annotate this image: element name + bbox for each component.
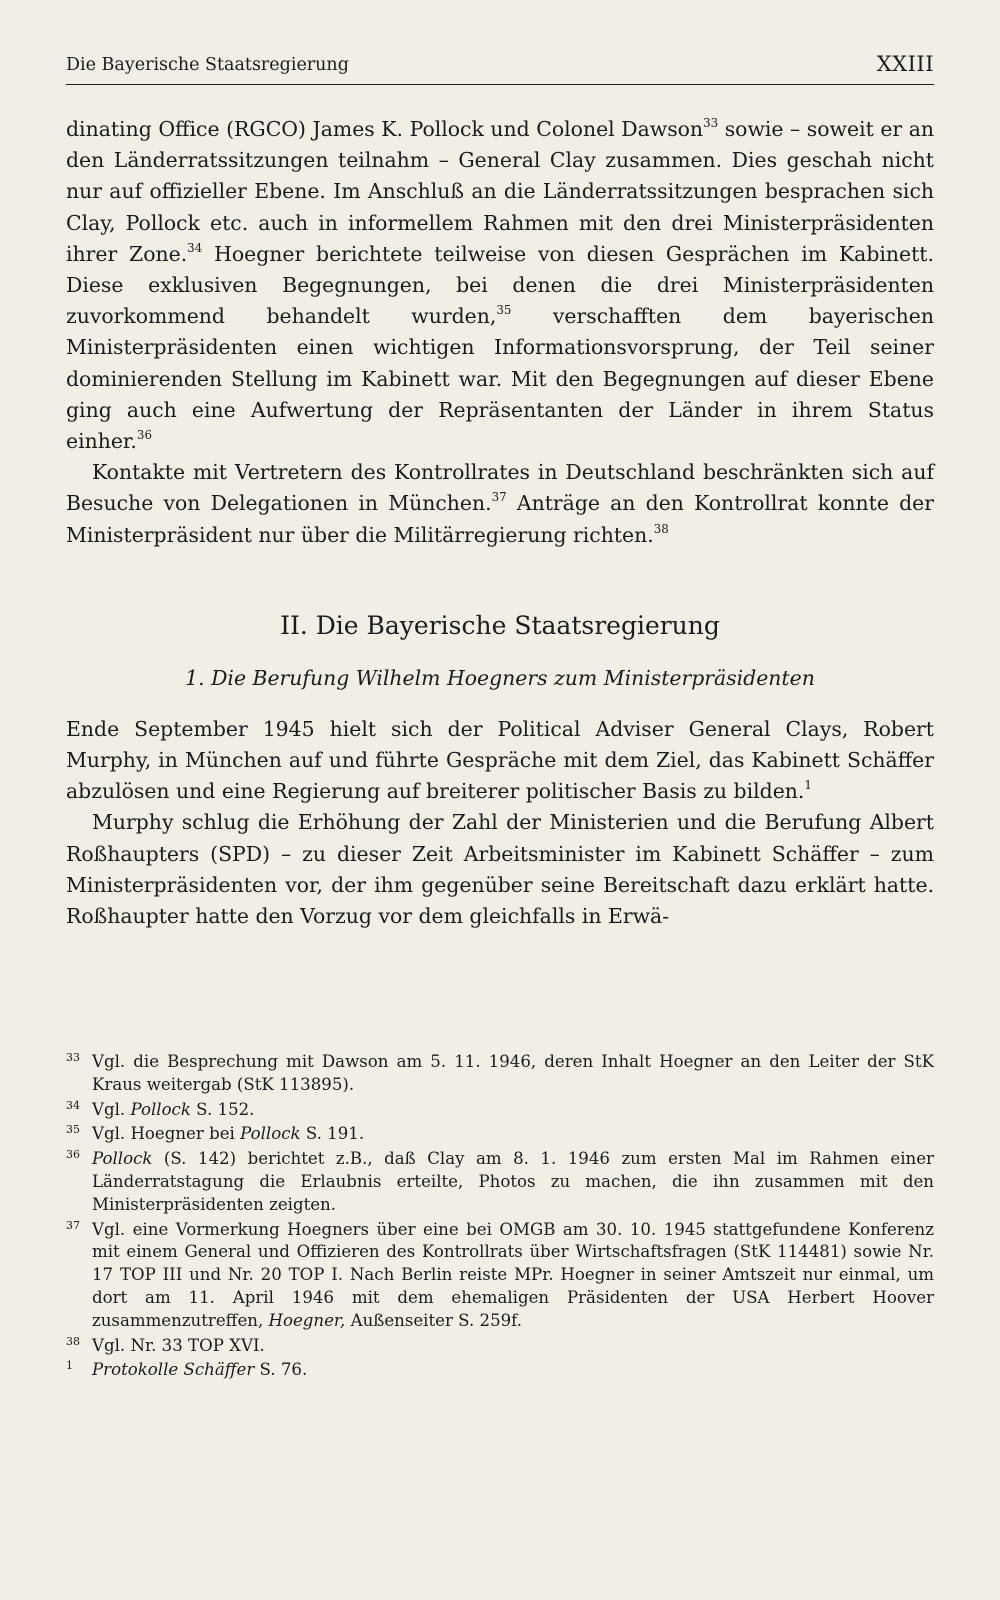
subsection-heading: 1. Die Berufung Wilhelm Hoegners zum Ministerpräsidenten — [185, 665, 815, 690]
footnote-number: 35 — [66, 1123, 80, 1137]
running-head — [66, 52, 934, 85]
document-page — [66, 0, 934, 1600]
footnote-number: 34 — [66, 1098, 80, 1112]
footnote-number: 37 — [66, 1218, 80, 1232]
footnote-number: 38 — [66, 1334, 80, 1348]
footnote: 35 Vgl. Hoegner bei Pollock S. 191. — [66, 1123, 934, 1146]
footnotes — [66, 1051, 934, 1384]
footnote-ref[interactable]: 34 — [187, 240, 203, 255]
footnote: 36 Pollock (S. 142) berichtet z.B., daß Clay am 8. 1. 1946 zum ersten Mal im Rahmen einer Länderratstagung die Erlaubnis erteilte, Photos zu machen, die ihn zusammen mit den Ministerpräsidenten zeigten. — [66, 1148, 934, 1216]
paragraph: Kontakte mit Vertretern des Kontrollrates in Deutschland beschränkten sich auf Besuche von Delegationen in München.$^{37}$ Anträge an den Kontrollrat konnte der Ministerpräsident nur über die Militärregierung richten.$^{38}$ — [66, 460, 934, 547]
footnote-number: 1 — [66, 1359, 73, 1373]
footnote-number: 36 — [66, 1148, 80, 1162]
footnote: 38 Vgl. Nr. 33 TOP XVI. — [66, 1335, 934, 1358]
footnote-ref[interactable]: 1 — [804, 778, 812, 793]
footnote-ref[interactable]: 33 — [703, 115, 719, 130]
footnote: 34 Vgl. Pollock S. 152. — [66, 1099, 934, 1122]
running-head-title: Die Bayerische Staatsregierung — [66, 55, 349, 75]
footnote-ref[interactable]: 35 — [496, 303, 512, 317]
paragraph: Ende September 1945 hielt sich der Political Adviser General Clays, Robert Murphy, in München auf und führte Gespräche mit dem Ziel, das Kabinett Schäffer abzulösen und eine Regierung auf breiterer politischer Basis zu bilden.$^1$ — [66, 716, 934, 804]
footnote: 1 Protokolle Schäffer S. 76. — [66, 1359, 934, 1382]
footnote: 33 Vgl. die Besprechung mit Dawson am 5. 11. 1946, deren Inhalt Hoegner an den Leiter der StK Kraus weitergab (StK 113895). — [66, 1051, 934, 1097]
paragraph: Murphy schlug die Erhöhung der Zahl der Ministerien und die Berufung Albert Roßhaupters (SPD) – zu dieser Zeit Arbeitsminister im Kabinett Schäffer – zum Ministerpräsidenten vor, der ihm gegenüber seine Bereitschaft dazu erklärt hatte. Roßhaupter hatte den Vorzug vor dem gleichfalls in Erwä- — [66, 810, 934, 929]
footnote-ref[interactable]: 36 — [136, 427, 152, 442]
footnote: 37 Vgl. eine Vormerkung Hoegners über eine bei OMGB am 30. 10. 1945 stattgefundene Konferenz mit einem General und Offizieren des Kontrollrats über Wirtschaftsfragen (StK 114481) sowie Nr. 17 TOP III und Nr. 20 TOP I. Nach Berlin reiste MPr. Hoegner in seiner Amtszeit nur einmal, um dort am 11. April 1946 mit dem ehemaligen Präsidenten der USA Herbert Hoover zusammenzutreffen, Hoegner, Außenseiter S. 259f. — [66, 1219, 934, 1333]
paragraph: dinating Office (RGCO) James K. Pollock und Colonel Dawson$^{33}$ sowie – soweit er an den Länderratssitzungen teilnahm – General Clay zusammen. Dies geschah nicht nur auf offizieller Ebene. Im Anschluß an die Länderratssitzungen besprachen sich Clay, Pollock etc. auch in informellem Rahmen mit den drei Ministerpräsidenten ihrer Zone.$^{34}$ Hoegner berichtete teilweise von diesen Gesprächen im Kabinett. Diese exklusiven Begegnungen, bei denen die drei Ministerpräsidenten zuvorkommend behandelt wurden,$^{35}$ verschafften dem bayerischen Ministerpräsidenten einen wichtigen Informationsvorsprung, der Teil seiner dominierenden Stellung im Kabinett war. Mit den Begegnungen auf dieser Ebene ging auch eine Aufwertung der Repräsentanten der Länder in ihrem Status einher.$^{36}$ — [66, 115, 935, 454]
footnote-ref[interactable]: 37 — [491, 490, 507, 505]
main-text — [66, 114, 934, 932]
footnote-ref[interactable]: 38 — [653, 521, 669, 536]
page-number: XXIII — [876, 52, 934, 76]
footnote-number: 33 — [66, 1051, 80, 1064]
section-heading: II. Die Bayerische Staatsregierung — [280, 610, 720, 640]
